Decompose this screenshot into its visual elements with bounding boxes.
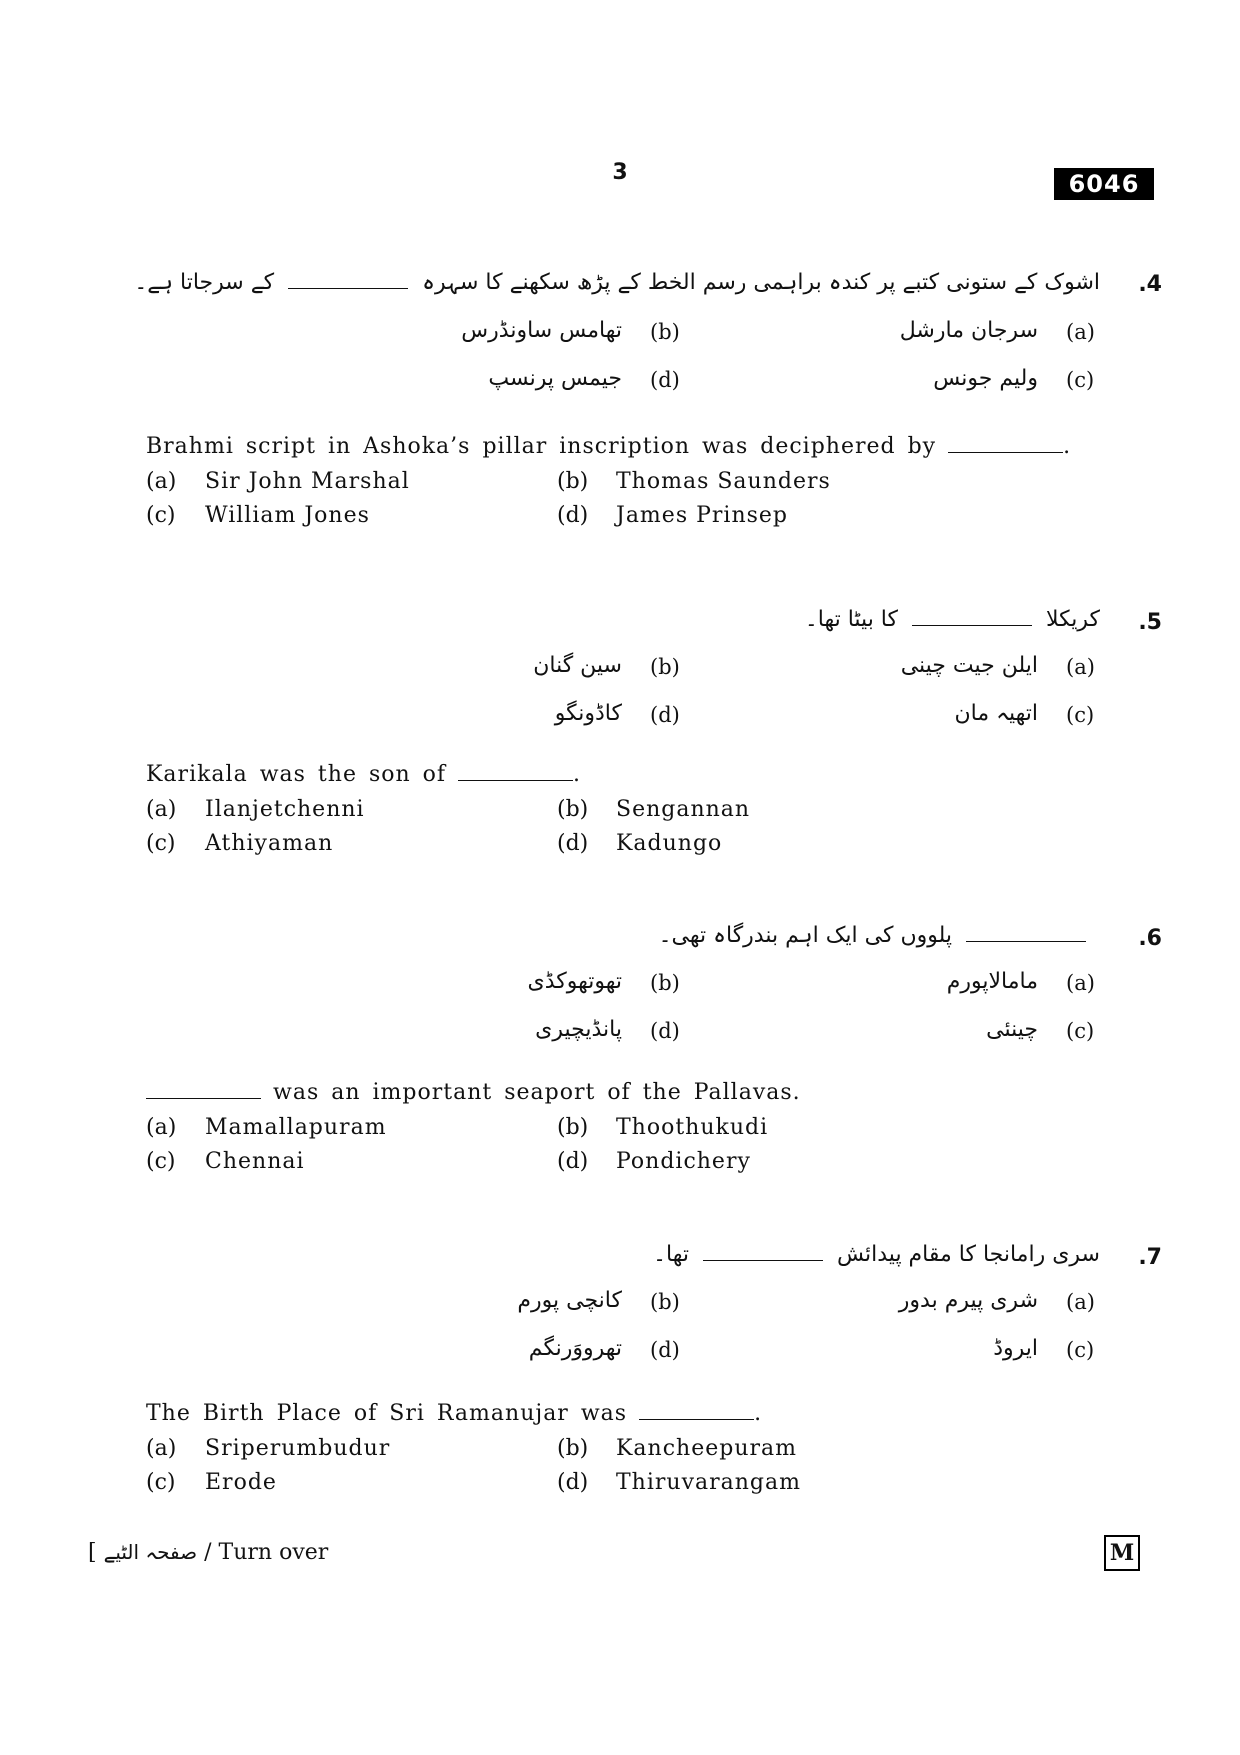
english-stem-text: was an important seaport of the Pallavas.: [273, 1080, 801, 1105]
urdu-option-c: ایروڈ: [993, 1336, 1038, 1361]
urdu-stem-text: کے سرجاتا ہے۔: [134, 270, 275, 295]
urdu-option-c: اتھیہ مان: [954, 701, 1038, 726]
english-option-d: Kadungo: [616, 831, 723, 856]
option-label: (b): [650, 320, 680, 344]
english-question-stem: [146, 434, 1071, 459]
urdu-option-a: مامالاپورم: [946, 969, 1038, 994]
option-label: (d): [650, 368, 680, 392]
option-label: (c): [1066, 1338, 1095, 1362]
option-label: (b): [557, 1436, 589, 1461]
question-number: .7: [1138, 1245, 1162, 1270]
english-option-b: Sengannan: [616, 797, 751, 822]
english-option-a: Ilanjetchenni: [205, 797, 365, 822]
urdu-turn-over: صفحہ الٹیے: [103, 1540, 198, 1564]
urdu-question-stem: [659, 923, 1100, 948]
option-label: (b): [557, 797, 589, 822]
question-number: .4: [1138, 272, 1162, 297]
english-question-stem: [146, 1401, 762, 1426]
option-label: (a): [1066, 320, 1095, 344]
urdu-stem-text: کریکلا: [1045, 607, 1100, 632]
option-label: (b): [557, 1115, 589, 1140]
english-stem-text: .: [573, 762, 582, 787]
english-stem-text: Karikala was the son of: [146, 762, 447, 787]
english-option-c: Athiyaman: [205, 831, 334, 856]
english-option-d: Pondichery: [616, 1149, 751, 1174]
option-label: (c): [146, 503, 176, 528]
option-label: (b): [557, 469, 589, 494]
option-label: (c): [1066, 368, 1095, 392]
urdu-question-stem: [134, 270, 1100, 295]
answer-blank: [966, 923, 1086, 942]
urdu-question-stem: [805, 607, 1100, 632]
english-question-stem: [146, 1080, 801, 1105]
option-label: (c): [146, 1149, 176, 1174]
urdu-option-d: کاڈونگو: [554, 701, 622, 726]
option-label: (b): [650, 655, 680, 679]
option-label: (d): [557, 503, 589, 528]
option-label: (a): [1066, 971, 1095, 995]
answer-blank: [639, 1401, 754, 1420]
answer-blank: [912, 607, 1032, 626]
english-question-stem: [146, 762, 581, 787]
urdu-stem-text: کا بیٹا تھا۔: [804, 607, 898, 632]
english-option-c: Chennai: [205, 1149, 305, 1174]
option-label: (d): [557, 1149, 589, 1174]
question-number: .6: [1138, 926, 1162, 951]
answer-blank: [703, 1242, 823, 1261]
urdu-option-b: تھامس ساونڈرس: [461, 318, 622, 343]
turn-over-label: Turn over: [218, 1540, 329, 1565]
option-label: (d): [650, 1019, 680, 1043]
option-label: (a): [146, 1115, 177, 1140]
urdu-stem-text: تھا۔: [653, 1242, 689, 1267]
urdu-option-d: جیمس پرنسپ: [488, 366, 622, 391]
urdu-option-c: چینئی: [986, 1017, 1038, 1042]
option-label: (b): [650, 1290, 680, 1314]
paper-code-badge: 6046: [1054, 168, 1154, 200]
urdu-option-d: پانڈیچیری: [535, 1017, 622, 1042]
option-label: (b): [650, 971, 680, 995]
english-stem-text: .: [754, 1401, 763, 1426]
urdu-option-b: کانچی پورم: [517, 1288, 622, 1313]
option-label: (d): [650, 703, 680, 727]
urdu-question-stem: [653, 1242, 1100, 1267]
option-label: (c): [1066, 703, 1095, 727]
option-label: (c): [1066, 1019, 1095, 1043]
question-number: .5: [1138, 610, 1162, 635]
english-option-a: Mamallapuram: [205, 1115, 387, 1140]
answer-blank: [146, 1080, 261, 1099]
option-label: (a): [1066, 655, 1095, 679]
urdu-option-b: سین گنان: [533, 653, 622, 678]
english-option-a: Sir John Marshal: [205, 469, 410, 494]
answer-blank: [948, 434, 1063, 453]
english-option-a: Sriperumbudur: [205, 1436, 391, 1461]
english-stem-text: .: [1063, 434, 1072, 459]
option-label: (a): [1066, 1290, 1095, 1314]
english-option-d: James Prinsep: [616, 503, 789, 528]
option-label: (a): [146, 469, 177, 494]
urdu-stem-text: سری رامانجا کا مقام پیدائش: [836, 1242, 1100, 1267]
urdu-stem-text: اشوک کے ستونی کتبے پر کندہ براہمی رسم الخط کے پڑھ سکھنے کا سہرہ: [422, 270, 1100, 295]
option-label: (c): [146, 831, 176, 856]
urdu-option-a: سرجان مارشل: [899, 318, 1038, 343]
medium-mark-box: M: [1104, 1535, 1140, 1571]
english-stem-text: Brahmi script in Ashoka’s pillar inscription was deciphered by: [146, 434, 937, 459]
urdu-option-d: تھرووَرنگم: [528, 1336, 622, 1361]
footer-separator: /: [204, 1540, 212, 1565]
urdu-option-c: ولیم جونس: [933, 366, 1038, 391]
english-option-c: William Jones: [205, 503, 370, 528]
english-option-b: Kancheepuram: [616, 1436, 797, 1461]
option-label: (a): [146, 797, 177, 822]
english-option-c: Erode: [205, 1470, 277, 1495]
turn-over-note: [88, 1540, 328, 1565]
answer-blank: [288, 270, 408, 289]
page-number: 3: [612, 160, 628, 185]
option-label: (d): [557, 831, 589, 856]
option-label: (c): [146, 1470, 176, 1495]
english-option-b: Thoothukudi: [616, 1115, 769, 1140]
option-label: (d): [557, 1470, 589, 1495]
footer-bracket: [: [88, 1540, 97, 1565]
urdu-option-a: ایلن جیت چینی: [900, 653, 1038, 678]
urdu-option-a: شری پیرم بدور: [898, 1288, 1038, 1313]
english-option-d: Thiruvarangam: [616, 1470, 801, 1495]
option-label: (d): [650, 1338, 680, 1362]
option-label: (a): [146, 1436, 177, 1461]
english-option-b: Thomas Saunders: [616, 469, 831, 494]
english-stem-text: The Birth Place of Sri Ramanujar was: [146, 1401, 628, 1426]
urdu-stem-text: پلووں کی ایک اہم بندرگاہ تھی۔: [658, 923, 952, 948]
urdu-option-b: تھوتھوکڈی: [527, 969, 622, 994]
answer-blank: [458, 762, 573, 781]
